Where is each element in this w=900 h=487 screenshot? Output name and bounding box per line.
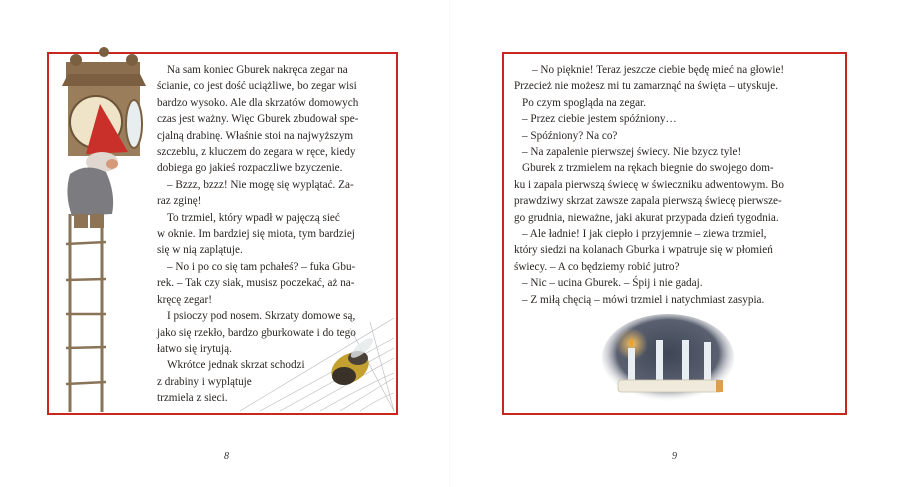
text-line: – Nic – ucina Gburek. – Śpij i nie gadaj. (522, 277, 703, 290)
ladder-illustration (66, 214, 106, 412)
paragraph (157, 177, 389, 210)
text-line: kręcę zegar! (157, 293, 212, 306)
text-line: dobiega go jakieś rozpaczliwe bzyczenie. (157, 162, 343, 175)
text-line: jako się rzekło, bardzo gburkowate i do tego (157, 326, 356, 339)
text-line: – Przez ciebie jestem spóźniony… (522, 113, 677, 126)
text-line: – No i po co się tam pchałeś? – fuka Gbu- (167, 260, 356, 273)
text-line: To trzmiel, który wpadł w pajęczą sieć (167, 211, 340, 224)
text-line: – No pięknie! Teraz jeszcze ciebie będę mieć na głowie! (532, 64, 785, 76)
text-line: łatwo się irytują. (157, 342, 232, 355)
text-line: Po czym spogląda na zegar. (522, 96, 646, 109)
text-line: świecy. – A co będziemy robić jutro? (514, 260, 680, 273)
paragraph (157, 259, 389, 308)
bumblebee-web-illustration (240, 318, 396, 413)
text-line: Przecież nie możesz mi tu zamarznąć na święta – utyskuje. (514, 80, 779, 93)
text-line: prawdziwy skrzat zawsze zapala pierwszą świecę pierwsze- (514, 195, 782, 208)
text-line: ścianie, co jest dość uciążliwe, bo zegar wisi (157, 80, 357, 93)
spider-web-illustration (240, 318, 394, 411)
text-line: czas jest ważny. Więc Gburek zbudował spe- (157, 113, 359, 126)
text-line: – Bzzz, bzzz! Nie mogę się wyplątać. Za- (167, 178, 354, 191)
text-line: który siedzi na kolanach Gburka i wpatruje się w płomień (514, 244, 773, 257)
text-line: z drabiny i wyplątuje (157, 375, 252, 388)
text-line: bardzo wysoko. Ale dla skrzatów domowych (157, 96, 359, 109)
text-line: – Na zapalenie pierwszej świecy. Nie bzycz tyle! (522, 146, 742, 159)
text-line: I psioczy pod nosem. Skrzaty domowe są, (167, 310, 356, 323)
text-line: się w nią zaplątuje. (157, 244, 243, 257)
paragraph (157, 62, 389, 177)
page-number-right: 9 (672, 451, 677, 462)
text-line: Wkrótce jednak skrzat schodzi (167, 359, 305, 372)
text-line: raz zginę! (157, 195, 202, 208)
text-line: go grudnia, nieważne, jaki akurat przypada dzień tygodnia. (514, 211, 779, 224)
spread-gutter (449, 0, 451, 487)
text-line: rek. – Tak czy siak, musisz poczekać, aż na- (157, 277, 355, 290)
clock-gnome-illustration (56, 44, 152, 414)
text-line: – Spóźniony? Na co? (522, 129, 618, 142)
paragraph (157, 210, 389, 259)
text-line: – Ale ładnie! I jak ciepło i przyjemnie – ziewa trzmiel, (522, 228, 767, 241)
text-line: szczeblu, z kluczem do zegara w ręce, kiedy (157, 146, 356, 159)
advent-candles-illustration (598, 306, 738, 406)
text-line: Gburek z trzmielem na rękach biegnie do swojego dom- (522, 162, 774, 175)
text-line: – Z miłą chęcią – mówi trzmiel i natychmiast zasypia. (522, 293, 765, 306)
page-number-left: 8 (224, 451, 229, 462)
text-line: trzmiela z sieci. (157, 392, 228, 405)
text-line: ku i zapala pierwszą świecę w świeczniku adwentowym. Bo (514, 178, 784, 191)
candle-holder (618, 380, 722, 392)
text-line: Na sam koniec Gburek nakręca zegar na (167, 64, 348, 76)
text-line: cjalną drabinę. Właśnie stoi na najwyższym (157, 129, 354, 142)
text-line: w oknie. Im bardziej się miota, tym bardziej (157, 228, 355, 241)
right-page-text (514, 62, 836, 308)
